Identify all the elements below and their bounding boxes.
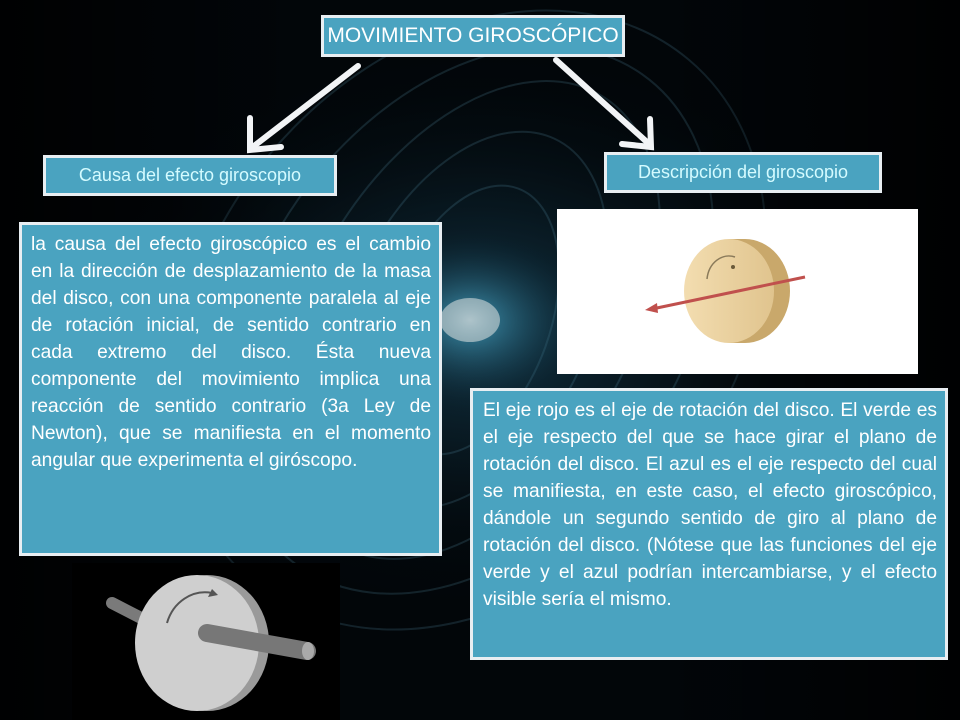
gyroscope-disc-image [557,209,918,374]
diagram-title: MOVIMIENTO GIROSCÓPICO [327,24,619,47]
gray-disc-illustration [72,563,340,720]
cause-paragraph: la causa del efecto giroscópico es el cambio en la dirección de desplazamiento de la masa del disco, con una componente paralela al eje de rotación inicial, de sentido contrario en cada extremo del disco. Ésta nueva componente del movimiento implica una reacción de sentido contrario (3a Ley de Newton), que se manifiesta en el momento angular que experimenta el giróscopo. [31,234,431,471]
disc-illustration [557,209,918,374]
gray-disc-image [72,563,340,720]
title-box [321,15,625,57]
description-label-box [604,152,882,193]
cause-text-box [19,222,442,556]
description-text-box [470,388,948,660]
cause-label-box [43,155,337,196]
description-label: Descripción del giroscopio [637,162,849,182]
description-paragraph: El eje rojo es el eje de rotación del disco. El verde es el eje respecto del que se hace girar el plano de rotación del disco. El azul es el eje respecto del cual se manifiesta, en este caso, el efecto giroscópico, dándole un segundo sentido de giro al plano de rotación del disco. (Nótese que las funciones del eje verde y el azul podrían intercambiarse, y el efecto visible sería el mismo. [483,400,937,610]
cause-label: Causa del efecto giroscopio [78,165,302,185]
